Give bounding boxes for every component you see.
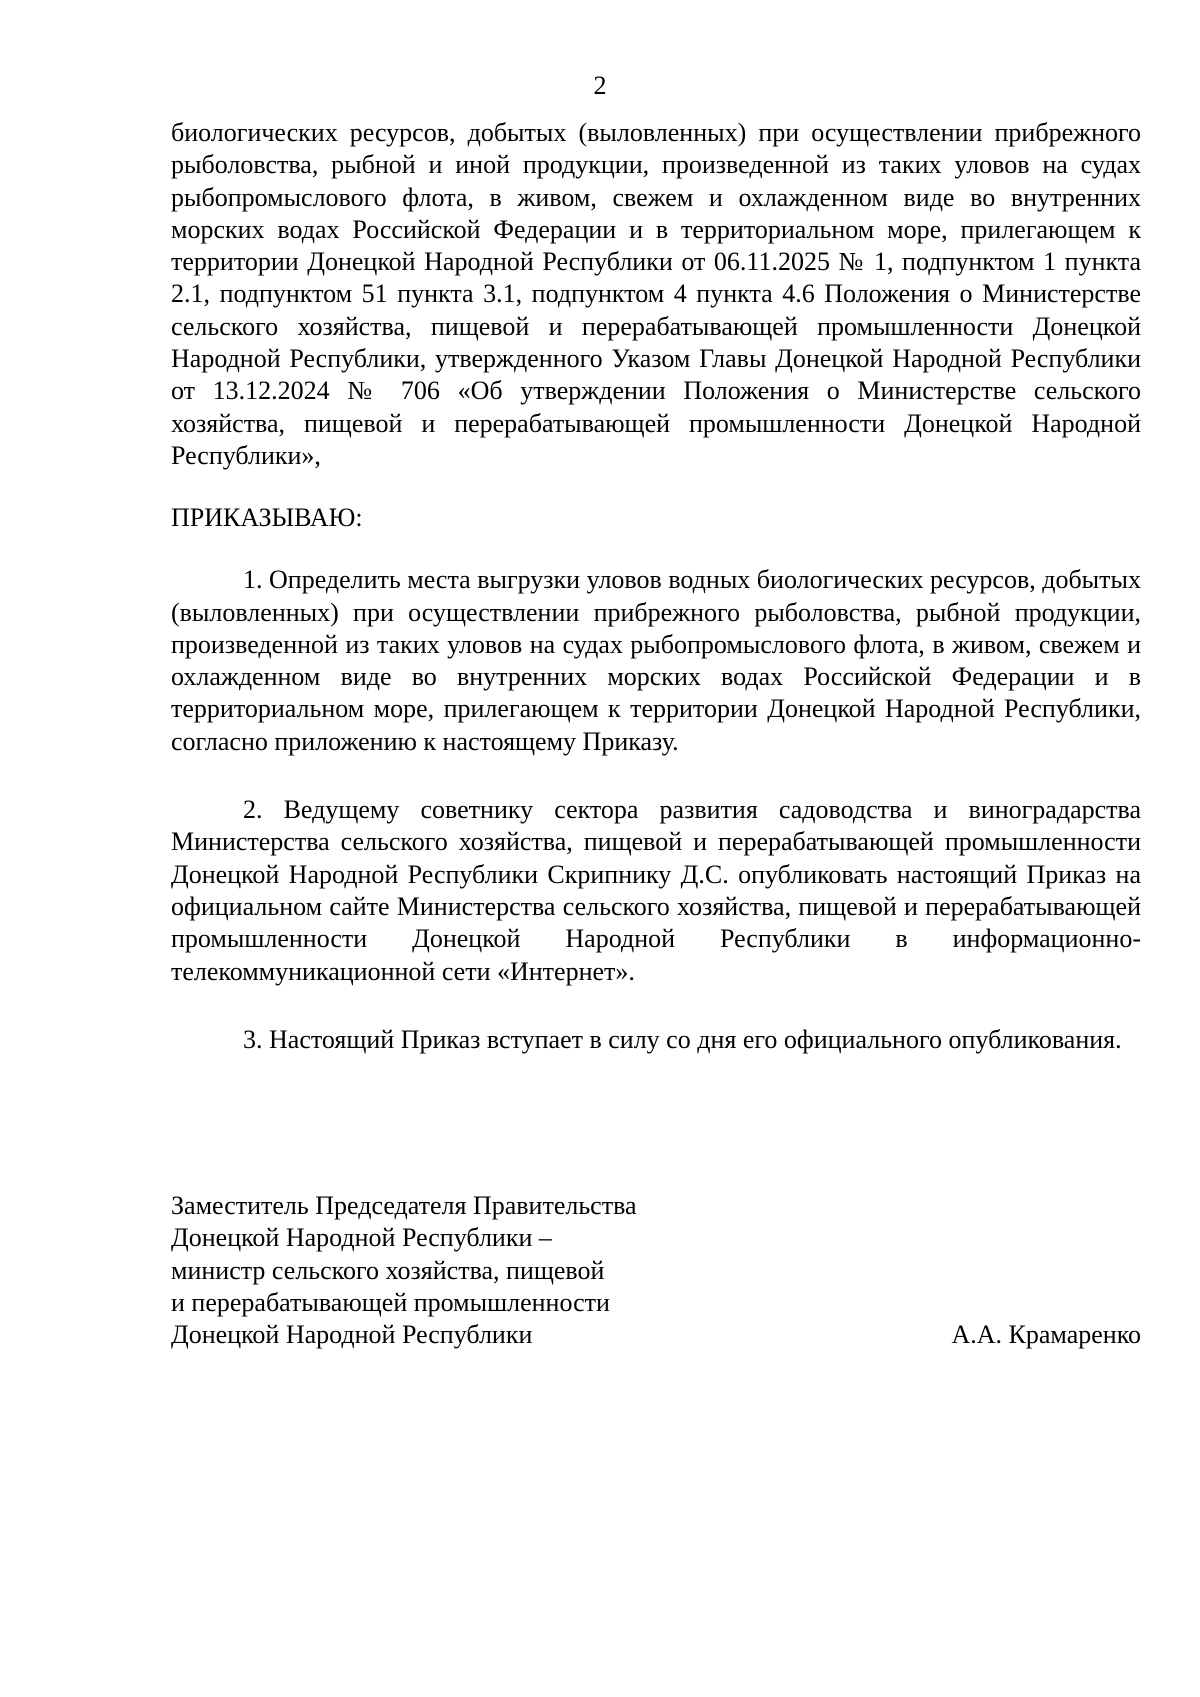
signatory-position <box>171 1190 771 1351</box>
order-item-3: 3. Настоящий Приказ вступает в силу со дня его официального опубликования. <box>243 1024 1122 1054</box>
signatory-position-line: и перерабатывающей промышленности <box>171 1287 610 1317</box>
order-item-2: 2. Ведущему советнику сектора развития садоводства и виноградарства Министерства сельского хозяйства, пищевой и перерабатывающей промышленности Донецкой Народной Республики Скрипнику Д.С. опубликовать настоящий Приказ на официальном сайте Министерства сельского хозяйства, пищевой и перерабатывающей промышленности Донецкой Народной Республики в информационно-телекоммуникационной сети «Интернет». <box>171 795 1141 986</box>
signatory-name: А.А. Крамаренко <box>951 1320 1141 1350</box>
signatory-position-line: Донецкой Народной Республики <box>171 1320 533 1350</box>
order-item-1: 1. Определить места выгрузки уловов водных биологических ресурсов, добытых (выловленных) при осуществлении прибрежного рыболовства, рыбной продукции, произведенной из таких уловов на судах рыбопромыслового флота, в живом, свежем и охлажденном виде во внутренних морских водах Российской Федерации и в территориальном море, прилегающем к территории Донецкой Народной Республики, согласно приложению к настоящему Приказу. <box>171 565 1141 756</box>
signature-block <box>171 1190 1141 1351</box>
page-number: 2 <box>593 71 607 100</box>
signatory-position-line: министр сельского хозяйства, пищевой <box>171 1255 605 1285</box>
document-body <box>171 117 1141 1092</box>
order-heading: ПРИКАЗЫВАЮ: <box>171 503 363 533</box>
intro-paragraph: биологических ресурсов, добытых (выловленных) при осуществлении прибрежного рыболовства, рыбной и иной продукции, произведенной из таких уловов на судах рыбопромыслового флота, в живом, свежем и охлажденном виде во внутренних морских водах Российской Федерации и в территориальном море, прилегающем к территории Донецкой Народной Республики от 06.11.2025 № 1, подпунктом 1 пункта 2.1, подпунктом 51 пункта 3.1, подпунктом 4 пункта 4.6 Положения о Министерстве сельского хозяйства, пищевой и перерабатывающей промышленности Донецкой Народной Республики, утвержденного Указом Главы Донецкой Народной Республики от 13.12.2024 № 706 «Об утверждении Положения о Министерстве сельского хозяйства, пищевой и перерабатывающей промышленности Донецкой Народной Республики», <box>171 118 1141 470</box>
signatory-position-line: Заместитель Председателя Правительства <box>171 1191 637 1220</box>
signatory-position-line: Донецкой Народной Республики – <box>171 1223 552 1253</box>
